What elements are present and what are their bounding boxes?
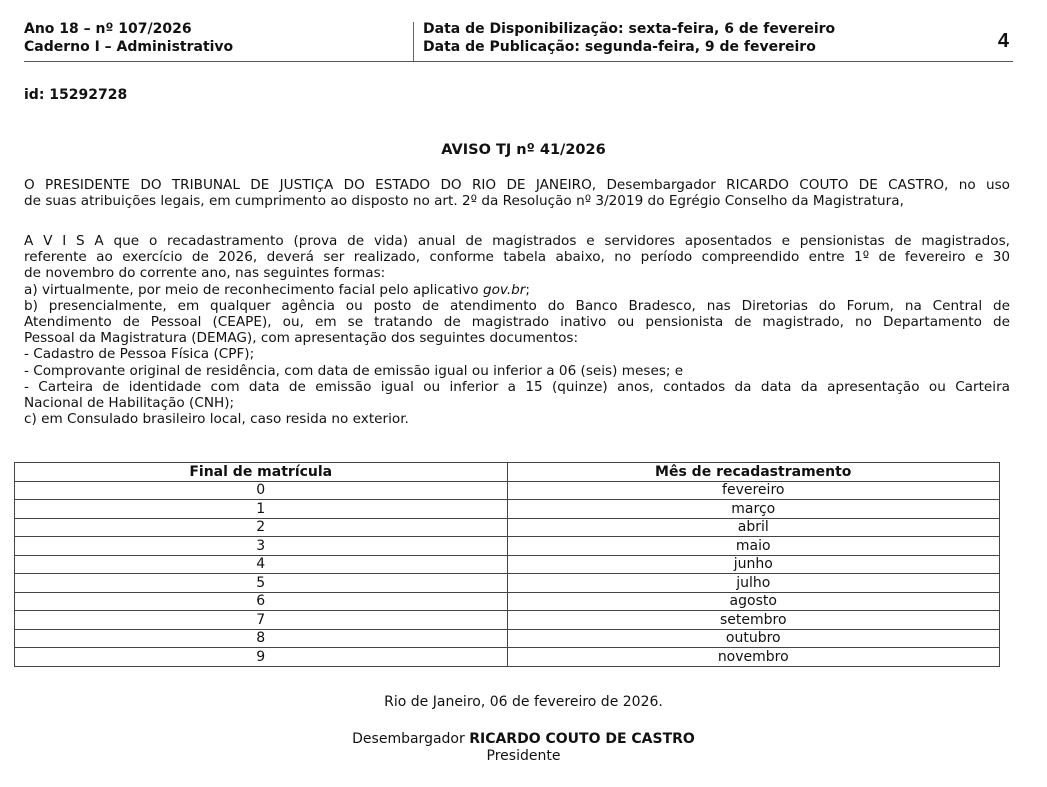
preamble-line: de suas atribuições legais, em cumprimento ao disposto no art. 2º da Resolução nº 3/2019 do Egrégio Conselho da Magistratura, [24,193,904,210]
cell-final: 3 [15,537,508,556]
item-a [24,282,1010,298]
preamble-paragraph [24,177,1010,209]
document-title: AVISO TJ nº 41/2026 [441,142,606,158]
registration-schedule-table [14,462,1000,667]
item-a-text: a) virtualmente, por meio de reconhecimento facial pelo aplicativo [24,281,483,298]
item-a-suffix: ; [525,281,530,298]
document-item: - Cadastro de Pessoa Física (CPF); [24,346,255,363]
signature-block [0,731,1047,765]
table-row [15,629,1000,648]
table-row [15,518,1000,537]
cell-month: agosto [507,592,1000,611]
body-line: A V I S A que o recadastramento (prova de vida) anual de magistrados e servidores aposentados e pensionistas de magistrados, [24,233,1010,249]
page-header [24,20,1013,62]
cell-month: novembro [507,648,1000,667]
document-item: - Comprovante original de residência, com data de emissão igual ou inferior a 06 (seis) meses; e [24,362,684,379]
table-row [15,500,1000,519]
table-row [15,574,1000,593]
table-row [15,537,1000,556]
govbr-app-name: gov.br [482,281,526,298]
document-item: Nacional de Habilitação (CNH); [24,395,235,412]
edition-number: Ano 18 – nº 107/2026 [24,21,192,37]
cell-month: maio [507,537,1000,556]
table-row [15,592,1000,611]
column-header-final-matricula: Final de matrícula [15,463,508,482]
body-line: de novembro do corrente ano, nas seguintes formas: [24,265,386,282]
cell-final: 5 [15,574,508,593]
table-row [15,611,1000,630]
header-divider [413,22,414,61]
notice-body [24,233,1010,427]
cell-month: junho [507,555,1000,574]
cell-month: fevereiro [507,481,1000,500]
publication-date: Data de Publicação: segunda-feira, 9 de fevereiro [423,39,816,55]
header-edition-block [24,20,413,56]
cell-final: 1 [15,500,508,519]
cell-final: 4 [15,555,508,574]
signer-name: RICARDO COUTO DE CASTRO [469,731,695,747]
table-row [15,555,1000,574]
body-line: referente ao exercício de 2026, deverá ser realizado, conforme tabela abaixo, no período compreendido entre 1º de fevereiro e 30 [24,249,1010,266]
cell-final: 0 [15,481,508,500]
place-and-date: Rio de Janeiro, 06 de fevereiro de 2026. [384,694,663,710]
signer-line [0,731,1047,748]
signer-role: Presidente [486,748,561,764]
cell-final: 6 [15,592,508,611]
item-b-line: Atendimento de Pessoal (CEAPE), ou, em se tratando de magistrado inativo ou pensionista de magistrado, no Departamento de [24,314,1010,331]
signer-title: Desembargador [352,731,470,747]
document-item: - Carteira de identidade com data de emissão igual ou inferior a 15 (quinze) anos, contados da data da apresentação ou Carteira [24,378,1010,395]
item-c: c) em Consulado brasileiro local, caso resida no exterior. [24,411,409,428]
cell-month: outubro [507,629,1000,648]
page-number: 4 [997,30,1009,52]
item-b-line: Pessoal da Magistratura (DEMAG), com apresentação dos seguintes documentos: [24,330,579,347]
cell-month: março [507,500,1000,519]
table-header-row [15,463,1000,482]
document-id: id: 15292728 [24,87,128,103]
cell-month: julho [507,574,1000,593]
preamble-line: O PRESIDENTE DO TRIBUNAL DE JUSTIÇA DO ESTADO DO RIO DE JANEIRO, Desembargador RICARDO COUTO DE CASTRO, no uso [24,177,1010,193]
cell-final: 2 [15,518,508,537]
column-header-mes: Mês de recadastramento [507,463,1000,482]
section-name: Caderno I – Administrativo [24,39,234,55]
cell-final: 7 [15,611,508,630]
item-b-line: b) presencialmente, em qualquer agência ou posto de atendimento do Banco Bradesco, nas Diretorias do Forum, na Central de [24,297,1010,314]
cell-month: abril [507,518,1000,537]
cell-final: 8 [15,629,508,648]
availability-date: Data de Disponibilização: sexta-feira, 6 de fevereiro [423,21,836,37]
header-dates-block [423,20,835,56]
cell-month: setembro [507,611,1000,630]
table-row [15,648,1000,667]
table-row [15,481,1000,500]
cell-final: 9 [15,648,508,667]
